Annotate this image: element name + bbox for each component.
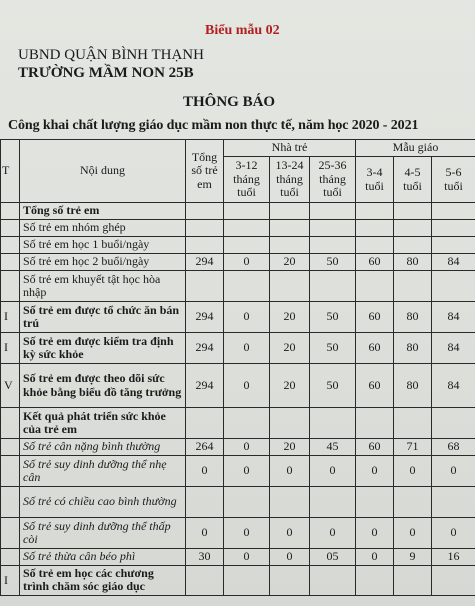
table-row — [1, 302, 475, 333]
row-value — [356, 408, 394, 439]
row-value: 0 — [270, 549, 310, 566]
row-content: Số trẻ suy dinh dưỡng thể thấp còi — [20, 518, 186, 549]
notice-subtitle: Công khai chất lượng giáo dục mầm non thực tế, năm học 2020 - 2021 — [8, 118, 419, 133]
row-value: 20 — [270, 302, 310, 333]
row-stt — [1, 220, 20, 237]
row-value — [186, 237, 224, 254]
row-value — [270, 220, 310, 237]
row-value: 68 — [432, 439, 475, 456]
row-value — [186, 203, 224, 220]
table-row — [1, 364, 475, 408]
row-value: 0 — [310, 456, 356, 487]
row-value — [310, 203, 356, 220]
table-row — [1, 408, 475, 439]
row-value — [186, 487, 224, 518]
row-value: 0 — [356, 549, 394, 566]
row-value: 0 — [186, 518, 224, 549]
row-value: 0 — [394, 456, 432, 487]
row-value — [270, 203, 310, 220]
row-stt — [1, 518, 20, 549]
row-content: Số trẻ suy dinh dưỡng thể nhẹ cân — [20, 456, 186, 487]
row-stt: I — [1, 302, 20, 333]
row-value — [224, 487, 270, 518]
row-value — [224, 566, 270, 596]
row-stt — [1, 439, 20, 456]
row-value — [394, 487, 432, 518]
row-stt — [1, 456, 20, 487]
row-value: 50 — [310, 302, 356, 333]
row-value — [224, 237, 270, 254]
row-value: 0 — [432, 456, 475, 487]
row-value: 71 — [394, 439, 432, 456]
row-value — [310, 271, 356, 302]
row-stt — [1, 408, 20, 439]
row-content: Số trẻ có chiều cao bình thường — [20, 487, 186, 518]
row-value — [432, 566, 475, 596]
row-value — [186, 408, 224, 439]
row-value — [432, 203, 475, 220]
row-value — [356, 203, 394, 220]
table-row — [1, 254, 475, 271]
row-value — [224, 203, 270, 220]
row-value: 0 — [310, 518, 356, 549]
row-stt — [1, 271, 20, 302]
row-content: Tổng số trẻ em — [20, 203, 186, 220]
row-value — [270, 271, 310, 302]
row-value — [186, 220, 224, 237]
row-content: Số trẻ em được kiểm tra định kỳ sức khỏe — [20, 333, 186, 364]
district-name: UBND QUẬN BÌNH THẠNH — [18, 47, 204, 63]
row-value — [224, 271, 270, 302]
row-content: Số trẻ em nhóm ghép — [20, 220, 186, 237]
row-value: 294 — [186, 302, 224, 333]
row-value: 50 — [310, 333, 356, 364]
row-value: 0 — [270, 518, 310, 549]
col-age-header: 4-5 tuổi — [394, 157, 432, 203]
col-total-header: Tổng số trẻ em — [186, 140, 224, 203]
row-value: 60 — [356, 302, 394, 333]
row-value — [432, 487, 475, 518]
row-value: 294 — [186, 333, 224, 364]
row-value: 0 — [224, 364, 270, 408]
row-value — [186, 566, 224, 596]
col-content-header: Nội dung — [20, 140, 186, 203]
row-value: 45 — [310, 439, 356, 456]
row-value — [270, 408, 310, 439]
table-row — [1, 439, 475, 456]
table-row — [1, 456, 475, 487]
row-value — [224, 220, 270, 237]
col-age-header: 5-6 tuổi — [432, 157, 475, 203]
table-row — [1, 271, 475, 302]
row-stt: I — [1, 566, 20, 596]
row-value: 80 — [394, 302, 432, 333]
row-value — [394, 271, 432, 302]
row-stt — [1, 549, 20, 566]
row-stt — [1, 203, 20, 220]
row-content: Số trẻ em học 1 buổi/ngày — [20, 237, 186, 254]
col-nursery-header: Nhà trẻ — [224, 140, 356, 157]
col-age-header: 13-24 tháng tuổi — [270, 157, 310, 203]
col-age-header: 3-4 tuổi — [356, 157, 394, 203]
row-content: Số trẻ thừa cân béo phì — [20, 549, 186, 566]
row-value — [310, 408, 356, 439]
row-value: 0 — [224, 302, 270, 333]
row-value: 60 — [356, 254, 394, 271]
row-value — [356, 487, 394, 518]
row-value — [310, 487, 356, 518]
col-kindergarten-header: Mẫu giáo — [356, 140, 475, 157]
row-stt: I — [1, 333, 20, 364]
row-content: Số trẻ em học 2 buổi/ngày — [20, 254, 186, 271]
school-name: TRƯỜNG MẦM NON 25B — [18, 65, 194, 81]
row-value — [394, 220, 432, 237]
row-value — [394, 566, 432, 596]
row-value: 16 — [432, 549, 475, 566]
row-value — [394, 237, 432, 254]
row-value: 294 — [186, 364, 224, 408]
quality-table — [0, 139, 475, 596]
notice-title: THÔNG BÁO — [183, 94, 276, 110]
row-value — [310, 237, 356, 254]
row-value: 80 — [394, 333, 432, 364]
col-stt-header: T — [1, 140, 20, 203]
col-age-header: 25-36 tháng tuổi — [310, 157, 356, 203]
row-stt — [1, 254, 20, 271]
row-value: 0 — [224, 456, 270, 487]
row-value: 0 — [224, 333, 270, 364]
row-value — [432, 237, 475, 254]
row-value: 60 — [356, 333, 394, 364]
row-value — [356, 566, 394, 596]
row-content: Số trẻ em học các chương trình chăm sóc giáo dục — [20, 566, 186, 596]
row-value: 0 — [270, 456, 310, 487]
table-row — [1, 237, 475, 254]
table-row — [1, 333, 475, 364]
row-value: 60 — [356, 364, 394, 408]
row-value: 80 — [394, 364, 432, 408]
row-value: 30 — [186, 549, 224, 566]
row-value: 84 — [432, 254, 475, 271]
row-value: 84 — [432, 364, 475, 408]
row-content: Số trẻ em được tổ chức ăn bán trú — [20, 302, 186, 333]
row-value — [356, 237, 394, 254]
row-value: 20 — [270, 364, 310, 408]
row-value: 0 — [224, 518, 270, 549]
row-value: 60 — [356, 439, 394, 456]
row-value — [394, 203, 432, 220]
row-value — [356, 220, 394, 237]
row-value: 264 — [186, 439, 224, 456]
row-value: 0 — [224, 439, 270, 456]
row-value — [270, 237, 310, 254]
row-value: 20 — [270, 333, 310, 364]
row-content: Số trẻ em khuyết tật học hòa nhập — [20, 271, 186, 302]
row-value — [432, 408, 475, 439]
row-value — [186, 271, 224, 302]
row-value: 84 — [432, 333, 475, 364]
row-content: Kết quả phát triển sức khỏe của trẻ em — [20, 408, 186, 439]
row-value — [356, 271, 394, 302]
row-value: 0 — [432, 518, 475, 549]
row-value: 50 — [310, 364, 356, 408]
table-body — [1, 203, 475, 596]
row-value: 0 — [224, 254, 270, 271]
row-value: 9 — [394, 549, 432, 566]
row-content: Số trẻ em được theo dõi sức khỏe bằng biểu đồ tăng trưởng — [20, 364, 186, 408]
row-value: 20 — [270, 254, 310, 271]
row-value — [432, 271, 475, 302]
row-value — [270, 487, 310, 518]
row-value: 20 — [270, 439, 310, 456]
row-stt — [1, 487, 20, 518]
row-value: 0 — [186, 456, 224, 487]
row-value — [270, 566, 310, 596]
row-value — [394, 408, 432, 439]
row-stt: V — [1, 364, 20, 408]
row-value: 0 — [394, 518, 432, 549]
table-row — [1, 220, 475, 237]
table-row — [1, 203, 475, 220]
row-value — [432, 220, 475, 237]
row-stt — [1, 237, 20, 254]
row-value: 80 — [394, 254, 432, 271]
row-content: Số trẻ cân nặng bình thường — [20, 439, 186, 456]
table-row — [1, 566, 475, 596]
table-row — [1, 487, 475, 518]
table-row — [1, 518, 475, 549]
row-value: 50 — [310, 254, 356, 271]
row-value: 0 — [356, 518, 394, 549]
row-value: 84 — [432, 302, 475, 333]
form-label: Biểu mẫu 02 — [205, 23, 280, 38]
row-value — [310, 220, 356, 237]
row-value: 0 — [224, 549, 270, 566]
table-row — [1, 549, 475, 566]
row-value — [310, 566, 356, 596]
col-age-header: 3-12 tháng tuổi — [224, 157, 270, 203]
row-value: 05 — [310, 549, 356, 566]
row-value: 294 — [186, 254, 224, 271]
row-value — [224, 408, 270, 439]
row-value: 0 — [356, 456, 394, 487]
